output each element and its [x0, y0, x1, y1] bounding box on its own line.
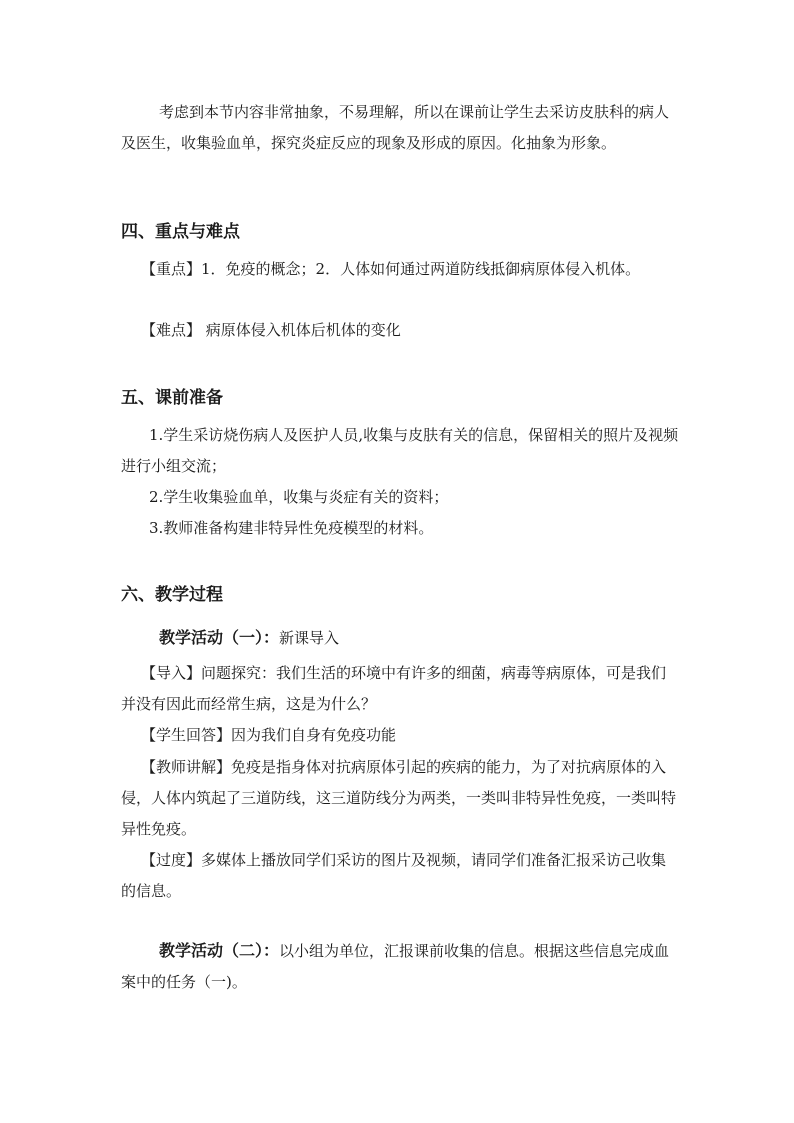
- difficulty-label: 【难点】: [141, 321, 202, 339]
- student-answer-label: 【学生回答】: [141, 726, 232, 744]
- activity2-title: 教学活动（二）: [159, 941, 264, 960]
- prep-item-2: 2.学生收集验血单，收集与炎症有关的资料；: [149, 488, 449, 506]
- activity2-paragraph: [121, 935, 681, 998]
- activity1-subtitle: 新课导入: [279, 629, 340, 647]
- activity1-title-line: [121, 622, 681, 654]
- transition-paragraph: [121, 845, 681, 907]
- activity2-text: 以小组为单位，汇报课前收集的信息。根据这些信息完成血案中的任务（一)。: [121, 942, 670, 991]
- intro-question-paragraph: [121, 658, 681, 720]
- prep-item-3: 3.教师准备构建非特异性免疫模型的材料。: [149, 519, 434, 537]
- difficulty-text: 病原体侵入机体后机体的变化: [201, 321, 401, 339]
- key-points-label: 【重点】: [141, 260, 202, 278]
- transition-text: 多媒体上播放同学们采访的图片及视频，请同学们准备汇报采访己收集的信息。: [121, 851, 667, 900]
- key-points-text: 1．免疫的概念；2．人体如何通过两道防线抵御病原体侵入机体。: [201, 260, 641, 278]
- student-answer-text: 因为我们自身有免疫功能: [231, 726, 397, 744]
- section6-heading: 六、教学过程: [121, 585, 223, 605]
- intro-question-label: 【导入】: [141, 664, 202, 682]
- teacher-explanation-text: 免疫是指身体对抗病原体引起的疾病的能力，为了对抗病原体的入侵，人体内筑起了三道防线，这三道防线分为两类，一类叫非特异性免疫，一类叫特异性免疫。: [121, 758, 677, 838]
- difficulty-paragraph: [121, 315, 681, 346]
- teacher-explanation-paragraph: [121, 752, 681, 845]
- student-answer-paragraph: [121, 720, 681, 751]
- activity2-colon: ：: [263, 941, 280, 960]
- activity1-colon: ：: [263, 628, 280, 647]
- key-points-paragraph: [121, 254, 681, 285]
- teacher-explanation-label: 【教师讲解】: [141, 758, 232, 776]
- intro-paragraph: 考虑到本节内容非常抽象，不易理解，所以在课前让学生去采访皮肤科的病人及医生，收集验血单，探究炎症反应的现象及形成的原因。化抽象为形象。: [121, 103, 670, 152]
- intro-question-text: 问题探究：我们生活的环境中有许多的细菌，病毒等病原体，可是我们并没有因此而经常生病，这是为什么？: [121, 664, 667, 713]
- section4-heading: 四、重点与难点: [121, 222, 240, 242]
- activity1-title: 教学活动（一）: [159, 628, 264, 647]
- prep-item-1: 1.学生采访烧伤病人及医护人员,收集与皮肤有关的信息，保留相关的照片及视频进行小组交流；: [121, 426, 679, 475]
- section5-heading: 五、课前准备: [121, 388, 223, 408]
- transition-label: 【过度】: [141, 851, 202, 869]
